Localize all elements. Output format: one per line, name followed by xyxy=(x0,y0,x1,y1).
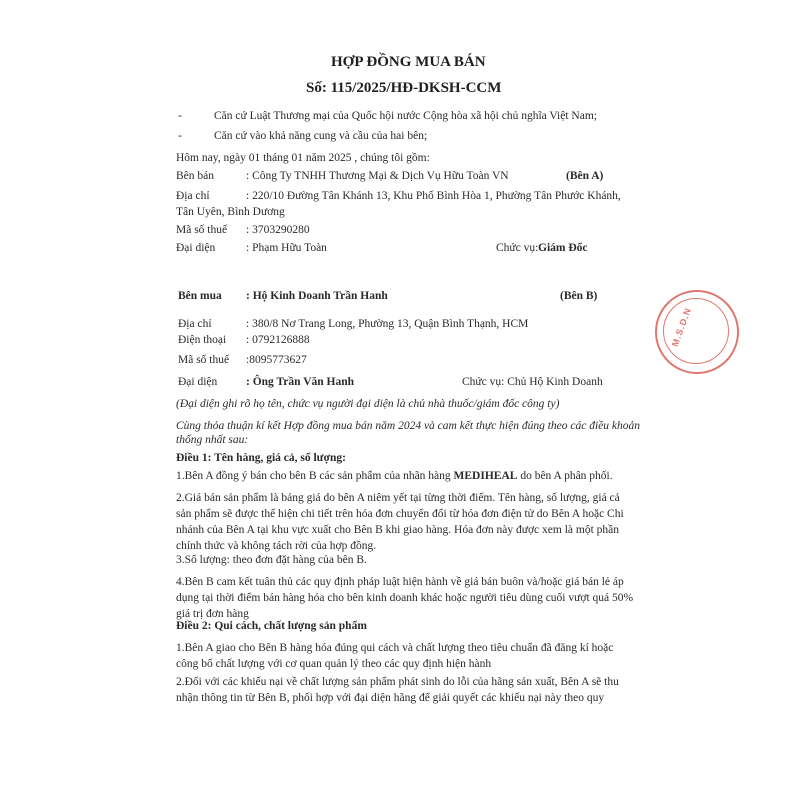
contract-title: HỢP ĐỒNG MUA BÁN xyxy=(331,54,486,70)
seller-tax-label: Mã số thuế xyxy=(176,224,228,236)
date-line: Hôm nay, ngày 01 tháng 01 năm 2025 , chúng tôi gồm: xyxy=(176,152,430,164)
buyer-phone-label: Điện thoại xyxy=(178,334,227,346)
buyer-position: Chức vụ: Chủ Hộ Kinh Doanh xyxy=(462,376,603,388)
article-1-p4: 4.Bên B cam kết tuân thủ các quy định pháp luật hiện hành về giá bán buôn và/hoặc giá bán lẻ áp dụng tại thời điểm bán hàng hóa cho bên kinh doanh khác hoặc người tiêu dùng cuối vượt quá 50% giá trị đơn hàng xyxy=(176,576,634,620)
article-1-p1 xyxy=(176,470,613,482)
article-1-p1-before: 1.Bên A đồng ý bán cho bên B các sản phẩm của nhãn hàng xyxy=(176,470,454,482)
basis-text-1: Căn cứ Luật Thương mại của Quốc hội nước Cộng hòa xã hội chủ nghĩa Việt Nam; xyxy=(214,110,597,122)
buyer-rep: : Ông Trần Văn Hanh xyxy=(246,376,355,388)
buyer-address: : 380/8 Nơ Trang Long, Phường 13, Quận Bình Thạnh, HCM xyxy=(246,318,529,330)
company-stamp-text: M.S.D.N xyxy=(669,306,694,348)
seller-label: Bên bán xyxy=(176,170,215,182)
basis-dash-1: - xyxy=(178,110,182,122)
seller-position-label: Chức vụ: xyxy=(496,242,539,254)
agreement-line-1: Cùng thỏa thuận kí kết Hợp đồng mua bán năm 2024 và cam kết thực hiện đúng theo các điều khoản xyxy=(176,420,641,432)
buyer-phone: : 0792126888 xyxy=(246,334,310,346)
seller-rep: : Phạm Hữu Toàn xyxy=(246,242,327,254)
company-stamp-inner-ring xyxy=(663,298,729,364)
article-2-p2: 2.Đối với các khiếu nại về chất lượng sản phẩm phát sinh do lỗi của hãng sản xuất, Bên A sẽ thu nhận thông tin từ Bên B, phối hợp với đại diện hãng để giải quyết các khiếu nại này theo quy xyxy=(176,676,619,704)
article-1-p2: 2.Giá bán sản phẩm là bảng giá do bên A niêm yết tại từng thời điểm. Tên hàng, số lượng, giá cả sản phẩm sẽ được thể hiện chi tiết trên hóa đơn chuyển đổi từ hóa đơn điện tử do Bên A hoặc Chi nhánh của Bên A tại khu vực xuất cho Bên B khi giao hàng. Hóa đơn này được xem là một phần chính thức và không tách rời của hợp đồng. xyxy=(176,492,624,552)
company-stamp xyxy=(655,290,739,374)
article-1-p3: 3.Số lượng: theo đơn đặt hàng của bên B. xyxy=(176,554,367,566)
article-1-p1-after: do bên A phân phối. xyxy=(517,470,613,482)
seller-position: Giám Đốc xyxy=(538,242,588,254)
seller-name: : Công Ty TNHH Thương Mại & Dịch Vụ Hữu Toàn VN xyxy=(246,170,509,182)
rep-note: (Đại diện ghi rõ họ tên, chức vụ người đại diện là chủ nhà thuốc/giám đốc công ty) xyxy=(176,398,560,410)
basis-text-2: Căn cứ vào khả năng cung và cầu của hai bên; xyxy=(214,130,428,142)
article-2-p1: 1.Bên A giao cho Bên B hàng hóa đúng qui cách và chất lượng theo tiêu chuẩn đã đăng kí hoặc công bố chất lượng với cơ quan quản lý theo các quy định hiện hành xyxy=(176,642,614,670)
article-1-title: Điều 1: Tên hàng, giá cả, số lượng: xyxy=(176,452,346,464)
seller-address-line1: : 220/10 Đường Tân Khánh 13, Khu Phố Bình Hòa 1, Phường Tân Phước Khánh, xyxy=(246,190,621,202)
seller-rep-label: Đại diện xyxy=(176,242,216,254)
contract-number: Số: 115/2025/HĐ-DKSH-CCM xyxy=(306,80,502,96)
buyer-tax: :8095773627 xyxy=(246,354,307,366)
buyer-rep-label: Đại diện xyxy=(178,376,218,388)
buyer-label: Bên mua xyxy=(178,290,222,302)
buyer-tag: (Bên B) xyxy=(560,290,598,302)
basis-dash-2: - xyxy=(178,130,182,142)
agreement-line-2: thống nhất sau: xyxy=(176,434,249,446)
seller-tag: (Bên A) xyxy=(566,170,604,182)
seller-tax: : 3703290280 xyxy=(246,224,310,236)
article-2-title: Điều 2: Qui cách, chất lượng sản phẩm xyxy=(176,620,367,632)
brand-name: MEDIHEAL xyxy=(453,470,518,482)
buyer-address-label: Địa chỉ xyxy=(178,318,212,330)
seller-address-line2: Tân Uyên, Bình Dương xyxy=(176,206,285,218)
seller-address-label: Địa chỉ xyxy=(176,190,210,202)
buyer-tax-label: Mã số thuế xyxy=(178,354,230,366)
buyer-name: : Hộ Kinh Doanh Trần Hanh xyxy=(246,290,388,302)
